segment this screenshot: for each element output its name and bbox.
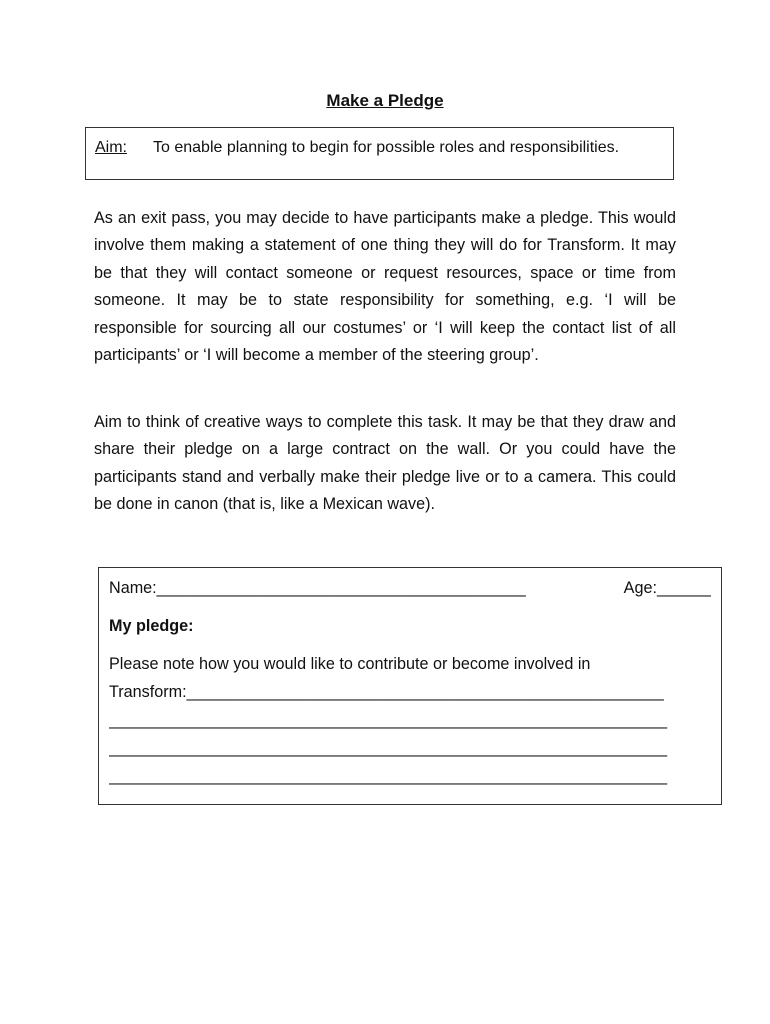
transform-field[interactable]: Transform:_____________________________________________________: [109, 683, 664, 701]
pledge-prompt: Please note how you would like to contribute or become involved in: [109, 655, 591, 673]
aim-box: [85, 127, 674, 180]
paragraph-creative-ways: Aim to think of creative ways to complete this task. It may be that they draw and share their pledge on a large contract on the wall. Or you could have the participants stand and verbally make their pledge live or to a camera. This could be done in canon (that is, like a Mexican wave).: [94, 413, 676, 514]
blank-line[interactable]: ______________________________________________________________: [109, 767, 668, 785]
aim-text: To enable planning to begin for possible roles and responsibilities.: [153, 139, 620, 156]
name-field[interactable]: Name:_________________________________________: [109, 579, 526, 597]
name-age-row: [109, 574, 711, 602]
aim-label: Aim:: [95, 139, 127, 156]
blank-line[interactable]: ______________________________________________________________: [109, 711, 668, 729]
age-field[interactable]: Age:______: [623, 579, 711, 597]
pledge-heading: My pledge:: [109, 617, 194, 635]
page-title: Make a Pledge: [326, 91, 444, 110]
blank-line[interactable]: ______________________________________________________________: [109, 739, 668, 757]
pledge-form: [98, 567, 722, 805]
paragraph-exit-pass: As an exit pass, you may decide to have participants make a pledge. This would involve them making a statement of one thing they will do for Transform. It may be that they will contact someone or request resources, space or time from someone. It may be to state responsibility for something, e.g. ‘I will be responsible for sourcing all our costumes’ or ‘I will keep the contact list of all participants’ or ‘I will become a member of the steering group’.: [94, 209, 676, 365]
